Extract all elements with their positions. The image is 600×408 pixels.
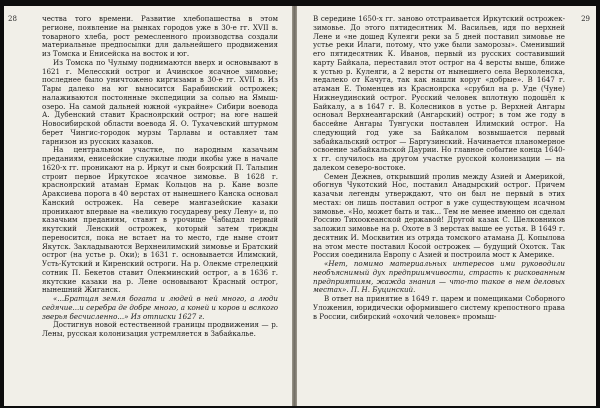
right-page-number: 29 xyxy=(581,15,590,23)
left-page xyxy=(4,6,293,406)
right-page xyxy=(297,6,596,406)
paragraph: Семен Дежнев, открывший пролив между Азией и Америкой, обогнув Чукотский Нос, поставил Анадырский острог. Причем казачьи легенды утверждают, что он был не первый в этих местах: он лишь поставил острог в уже существующем ясачном зимовье. «Но, может быть и так... Тем не менее именно он сделал Россию Тихоокеанской державой! Другой казак С. Шелковников заложил зимовье на р. Охоте в 3 верстах выше ее устья. В 1649 г. десятник И. Москвитин из отряда томского атамана Д. Копылова на этом месте поставил Косой острожек — будущий Охотск. Так Россия соединила Европу с Азией и построила мост к Америке. xyxy=(313,171,565,260)
paragraph: В середине 1650-х гг. заново отстраивается Иркутский острожек-зимовье. До этого пятидесятник М. Васильев, идя по верхней Лене и «не дошед Кулеяги реки за 5 дней поставил зимовье не устье реки Илаги, потому, что уже были заморозы». Сменивший его пятидесятник К. Иванов, первый из русских составивший карту Байкала, переставил этот острог на 4 версты выше, ближе к устью р. Кулеяги, а 2 версты от нынешнего села Верхоленска, недалеко от Качуга, так как нашли коруг «добрые». В 1647 г. атаман Е. Тюменцев из Красноярска «срубил на р. Уде (Чуне) Нижнеудинский острог. Русский человек вплотную подошёл к Байкалу, а в 1647 г. В. Колесников в устье р. Верхней Ангары основал Верхнеангарский (Ангарский) острог; в том же году в бассейне Ангары Тунгуски поставлен Илимский острог. На следующий год уже за Байкалом возвышается первый забайкальский острог — Баргузинский. Начинается планомерное освоение забайкальской Даурии. Но главное событие конца 1640-х гг. случилось на другом участке русской колонизации — на далеком северо-востоке. xyxy=(313,14,565,172)
paragraph: Из Томска по Чулыму поднимаются вверх и основывают в 1621 г. Мелесский острог и Ачинское ясачное зимовье; последнее было уничтожено киргизами в 30-е гг. XVII в. Из Тары далеко на юг выносится Барабинский острожек; налаживаются постоянные экспедиции за солью на Ямыш-озеро. На самой дальней южной «украйне» Сибири воевода А. Дубенский ставит Красноярский острог; на юге нашей Новосибирской области воевода Я. О. Тухачевский штурмом берет Чингис-городок мурзы Тарлавы и оставляет там гарнизон из русских казаков. xyxy=(42,57,278,146)
quotation: «...Братцая земля богата и людей в ней много, а люди седячие...и серебра де добре много, а коней и коров и всякого зверья бесчисленно...» Из отписки 1627 г. xyxy=(42,294,278,321)
paragraph: Достигнув новой естественной границы продвижения — р. Лены, русская колонизация устремляется в Забайкалье. xyxy=(42,320,278,338)
paragraph: чества того времени. Развитие хлебопашества в этом регионе, появление на рынках городов уже в 30-е гг. XVII в. товарного хлеба, рост ремесленного производства создали материальные предпосылки для дальнейшего продвижения из Томска и Енисейска на восток и юг. xyxy=(42,14,278,58)
left-page-number: 28 xyxy=(8,15,17,23)
left-page-text xyxy=(42,15,278,339)
paragraph: На центральном участке, по народным казачьим преданиям, енисейские служилые люди якобы уже в начале 1620-х гг. проникают на р. Иркут и сын боярский П. Тальпин строит первое Иркутское ясачное зимовье. В 1628 г. красноярский атаман Ермак Кольцов на р. Кане возле Араксиева порога в 40 верстах от нынешнего Канска основал Канский острожек. На севере мангазейские казаки проникают впервые на «великую государеву реку Лену» и, по казачьим преданиям, ставят в урочище Чабыдал первый якутский Ленский острожек, который затем трижды переносится, пока не встает на то место, где ныне стоит Якутск. Закладываются Верхнеилимский зимовье и Братский острог (на устье р. Оки); в 1631 г. основывается Илимский, Усть-Кутский и Киренский остроги. На р. Олекме стрелецкий сотник П. Бекетов ставит Олекминский острог, а в 1636 г. якутские казаки на р. Лене основывают Красный острог, нынешний Жиганск. xyxy=(42,145,278,295)
paragraph: В ответ на принятие в 1649 г. царем и помещиками Соборного Уложения, юридически оформившего систему крепостного права в России, сибирский «охочий человек» промыш- xyxy=(313,294,565,321)
right-page-text xyxy=(313,15,565,321)
quotation: «Нет, помимо материальных интересов ими руководили необъяснимый дух предприимчивости, страсть к рискованным предприятиям, жажда знания — что-то такое в нем деловых местах». П. Н. Буцинский. xyxy=(313,259,565,295)
